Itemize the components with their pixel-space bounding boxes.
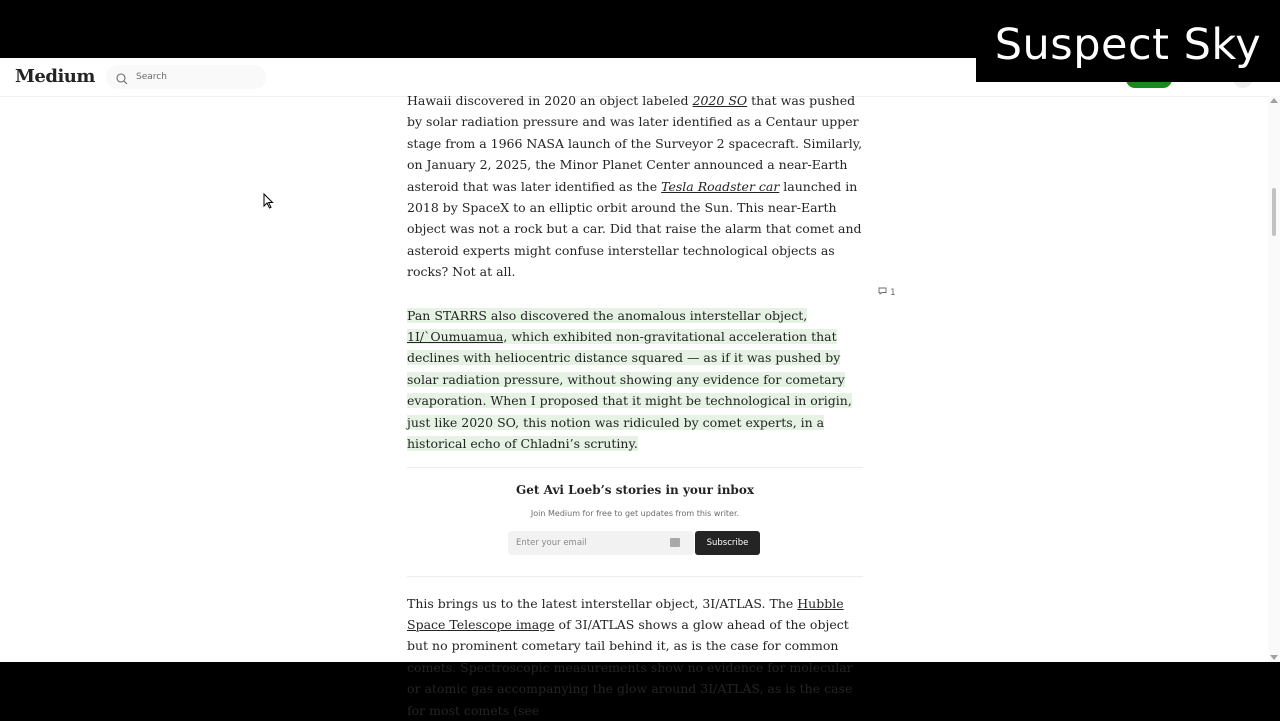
autofill-icon[interactable] xyxy=(670,538,680,547)
link-2020-so[interactable]: 2020 SO xyxy=(692,93,748,108)
link-oumuamua[interactable]: 1I/`Oumuamua xyxy=(407,329,504,345)
paragraph xyxy=(407,90,863,283)
watermark-title: Suspect Sky xyxy=(994,20,1262,70)
subscribe-description: Join Medium for free to get updates from this writer. xyxy=(530,508,740,518)
scroll-down-arrow-icon[interactable] xyxy=(1270,655,1278,660)
paragraph-text: launched in 2018 by SpaceX to an elliptic orbit around the Sun. This near-Earth object was not a rock but a car. Did that raise the alarm that comet and asteroid experts might confuse interstellar technological objects as rocks? Not at all. xyxy=(407,178,862,280)
highlight-text: , which exhibited non-gravitational acceleration that declines with heliocentric distance squared — as if it was pushed by solar radiation pressure, without showing any evidence for cometary evaporation. When I proposed that it might be technological in origin, just like 2020 SO, this notion was ridiculed by comet experts, in a historical echo of Chladni’s scrutiny. xyxy=(407,329,852,452)
mouse-cursor-icon xyxy=(263,193,274,213)
email-field[interactable] xyxy=(508,531,694,555)
subscribe-button[interactable]: Subscribe xyxy=(695,531,760,555)
link-hubble-image[interactable]: Hubble Space Telescope image xyxy=(407,595,844,632)
channel-watermark xyxy=(976,0,1280,82)
paragraph-text: of 3I/ATLAS shows a glow ahead of the object but no prominent cometary tail behind it, as is the case for common comets. Spectroscopic measurements show no evidence for molecular or atomic gas accompanying the glow around 3I/ATLAS, as is the case for most comets (see xyxy=(407,616,853,718)
paragraph-text: This brings us to the latest interstellar object, 3I/ATLAS. The xyxy=(407,595,798,611)
responses-indicator[interactable] xyxy=(878,287,896,298)
subscribe-title: Get Avi Loeb’s stories in your inbox xyxy=(516,482,754,497)
search-box[interactable] xyxy=(106,65,266,89)
highlight-text: Pan STARRS also discovered the anomalous interstellar object, xyxy=(407,307,808,323)
link-tesla-roadster[interactable]: Tesla Roadster car xyxy=(661,178,780,194)
scroll-up-arrow-icon[interactable] xyxy=(1270,98,1278,103)
subscribe-box xyxy=(407,467,863,577)
article-body xyxy=(407,90,863,721)
medium-logo[interactable]: Medium xyxy=(15,66,95,87)
paragraph xyxy=(407,593,863,721)
paragraph-text: that was pushed by solar radiation pressure and was later identified as a Centaur upper stage from a 1966 NASA launch of the Surveyor 2 spacecraft. Similarly, on January 2, 2025, the Minor Planet Center announced a near-Earth asteroid that was later identified as the xyxy=(407,93,863,194)
paragraph-text: Hawaii discovered in 2020 an object labeled xyxy=(407,93,693,108)
responses-count: 1 xyxy=(890,287,896,298)
comment-icon xyxy=(878,287,887,298)
scrollbar-thumb[interactable] xyxy=(1272,188,1276,236)
browser-viewport xyxy=(0,58,1280,718)
scrollbar[interactable] xyxy=(1268,96,1280,662)
search-icon xyxy=(116,70,128,89)
highlighted-paragraph[interactable] xyxy=(407,305,863,455)
email-input[interactable] xyxy=(516,535,666,551)
search-input[interactable] xyxy=(136,68,256,86)
